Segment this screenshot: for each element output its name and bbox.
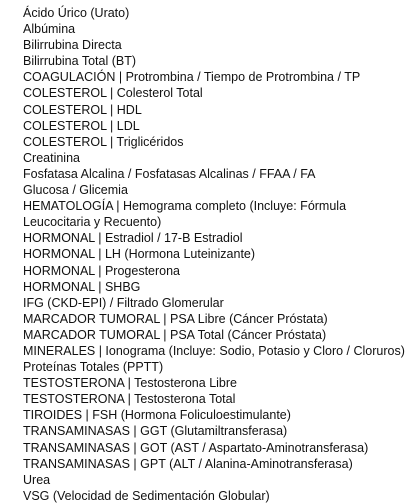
list-item: Creatinina — [23, 150, 80, 165]
lab-test-list — [23, 5, 405, 504]
list-item: TRANSAMINASAS | GGT (Glutamiltransferasa) — [23, 424, 288, 439]
list-item: COLESTEROL | HDL — [23, 102, 142, 117]
list-item: COAGULACIÓN | Protrombina / Tiempo de Protrombina / TP — [23, 70, 361, 85]
list-item: TESTOSTERONA | Testosterona Libre — [23, 376, 237, 391]
list-item: IFG (CKD-EPI) / Filtrado Glomerular — [23, 295, 224, 310]
list-item: HORMONAL | Progesterona — [23, 263, 181, 278]
list-item: Glucosa / Glicemia — [23, 183, 128, 198]
list-item: Urea — [23, 472, 51, 487]
list-item: COLESTEROL | LDL — [23, 118, 140, 133]
list-item: TRANSAMINASAS | GPT (ALT / Alanina-Aminotransferasa) — [23, 456, 353, 471]
list-item: MARCADOR TUMORAL | PSA Libre (Cáncer Próstata) — [23, 311, 328, 326]
list-item: Fosfatasa Alcalina / Fosfatasas Alcalinas / FFAA / FA — [23, 166, 316, 181]
list-item: COLESTEROL | Triglicéridos — [23, 134, 184, 149]
list-item: HORMONAL | LH (Hormona Luteinizante) — [23, 247, 256, 262]
list-item: Ácido Úrico (Urato) — [23, 6, 130, 20]
list-item: TRANSAMINASAS | GOT (AST / Aspartato-Aminotransferasa) — [23, 440, 369, 455]
list-item: HORMONAL | Estradiol / 17-B Estradiol — [23, 231, 243, 246]
list-item: HORMONAL | SHBG — [23, 279, 141, 294]
list-item: HEMATOLOGÍA | Hemograma completo (Incluye: Fórmula Leucocitaria y Recuento) — [23, 199, 347, 230]
list-item: MINERALES | Ionograma (Incluye: Sodio, Potasio y Cloro / Cloruros) — [23, 343, 405, 358]
list-item: TESTOSTERONA | Testosterona Total — [23, 392, 236, 407]
list-item: TIROIDES | FSH (Hormona Foliculoestimulante) — [23, 408, 291, 423]
list-item: Bilirrubina Total (BT) — [23, 54, 137, 69]
list-item: Albúmina — [23, 22, 76, 37]
list-item: VSG (Velocidad de Sedimentación Globular) — [23, 488, 270, 503]
list-item: Proteínas Totales (PPTT) — [23, 360, 164, 375]
list-item: COLESTEROL | Colesterol Total — [23, 86, 203, 101]
list-item: Bilirrubina Directa — [23, 38, 122, 53]
list-item: MARCADOR TUMORAL | PSA Total (Cáncer Próstata) — [23, 327, 327, 342]
